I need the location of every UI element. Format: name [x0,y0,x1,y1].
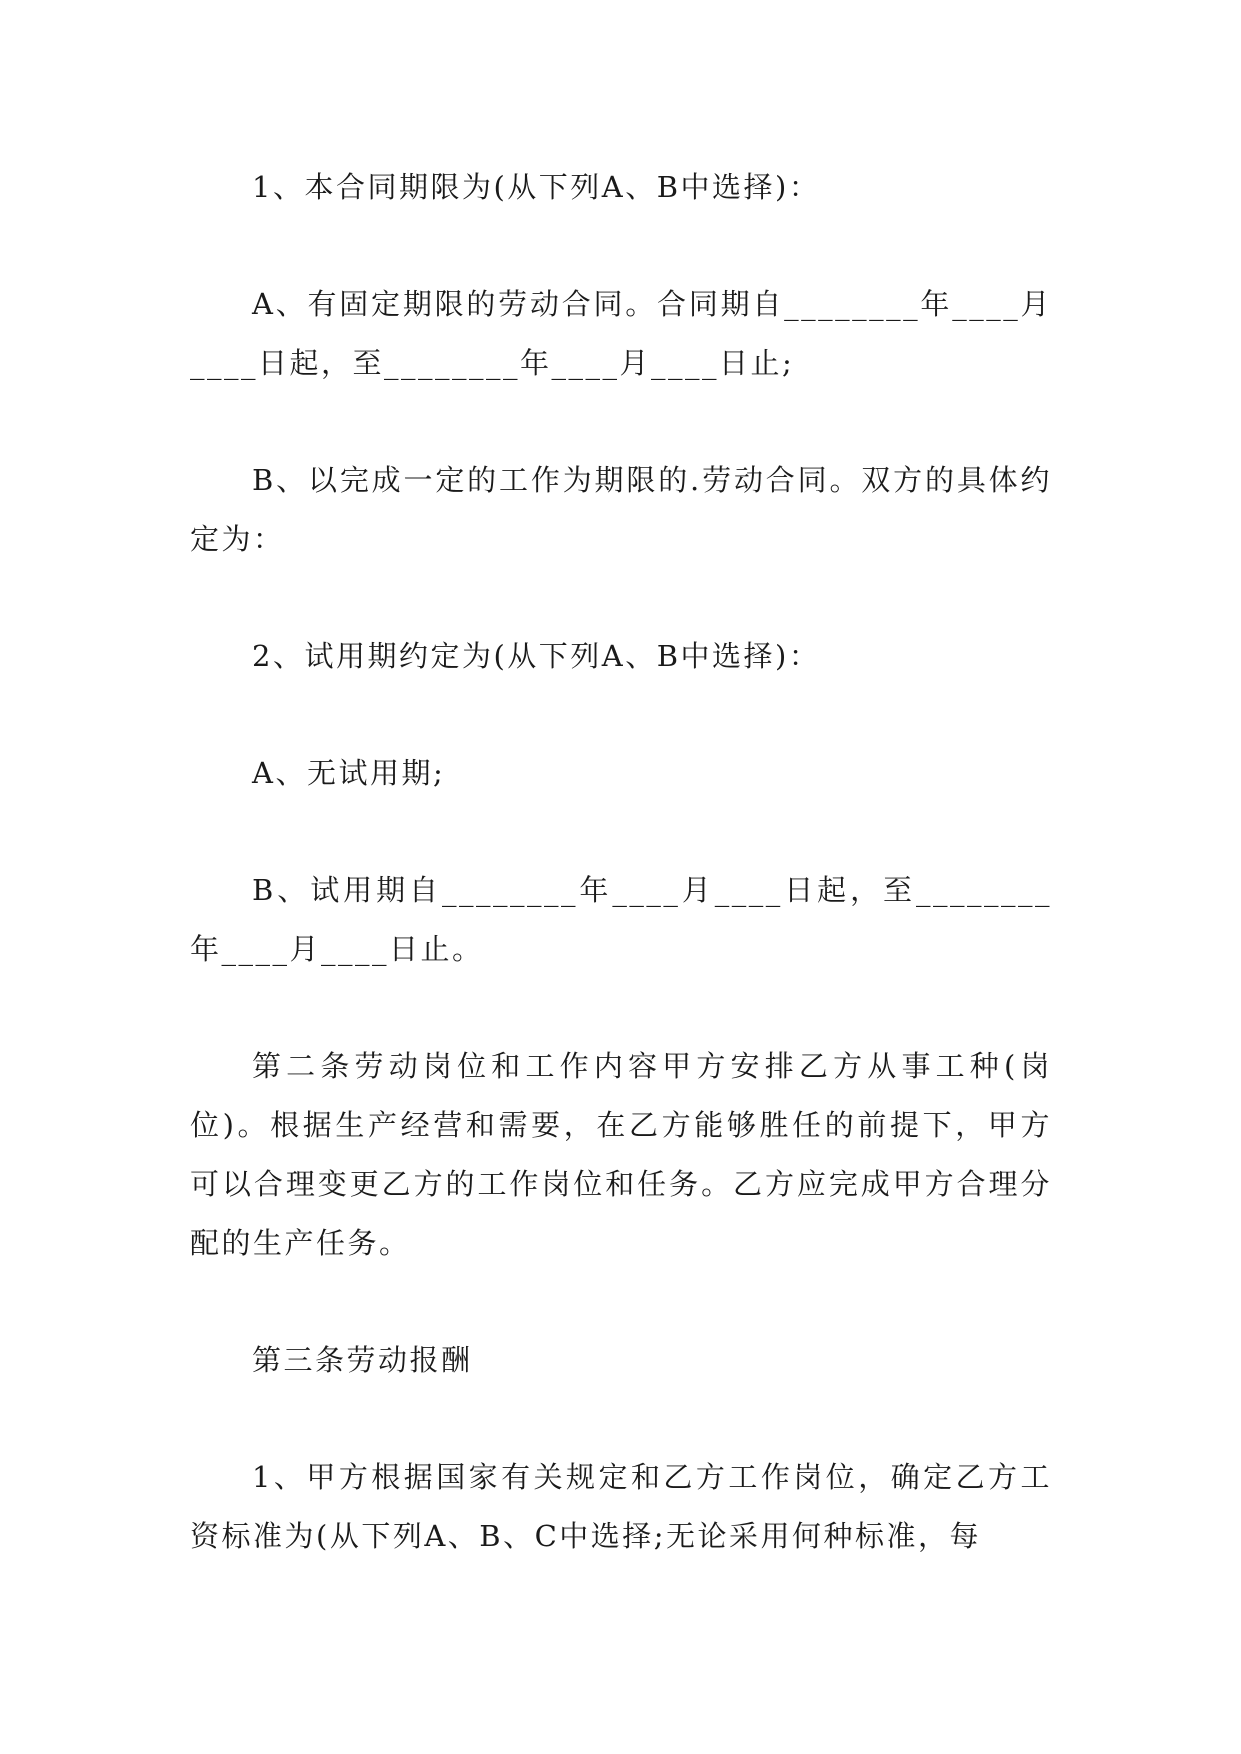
clause-2-option-b: B、试用期自________年____月____日起，至________年____月____日止。 [190,873,1052,966]
clause-2-probation: 2、试用期约定为(从下列A、B中选择)： [252,639,821,673]
article-3-heading: 第三条劳动报酬 [252,1343,473,1377]
clause-1-term: 1、本合同期限为(从下列A、B中选择)： [252,170,821,204]
clause-1-option-a: A、有固定期限的劳动合同。合同期自________年____月____日起，至________年____月____日止; [190,287,1052,380]
article-2-job-content: 第二条劳动岗位和工作内容甲方安排乙方从事工种(岗位)。根据生产经营和需要，在乙方能够胜任的前提下，甲方可以合理变更乙方的工作岗位和任务。乙方应完成甲方合理分配的生产任务。 [190,1049,1052,1260]
clause-1-option-b: B、以完成一定的工作为期限的.劳动合同。双方的具体约定为： [190,463,1052,556]
clause-2-option-a: A、无试用期; [252,756,446,790]
document-body [190,158,1052,1566]
article-3-clause-1: 1、甲方根据国家有关规定和乙方工作岗位，确定乙方工资标准为(从下列A、B、C中选择;无论采用何种标准，每 [190,1460,1052,1553]
